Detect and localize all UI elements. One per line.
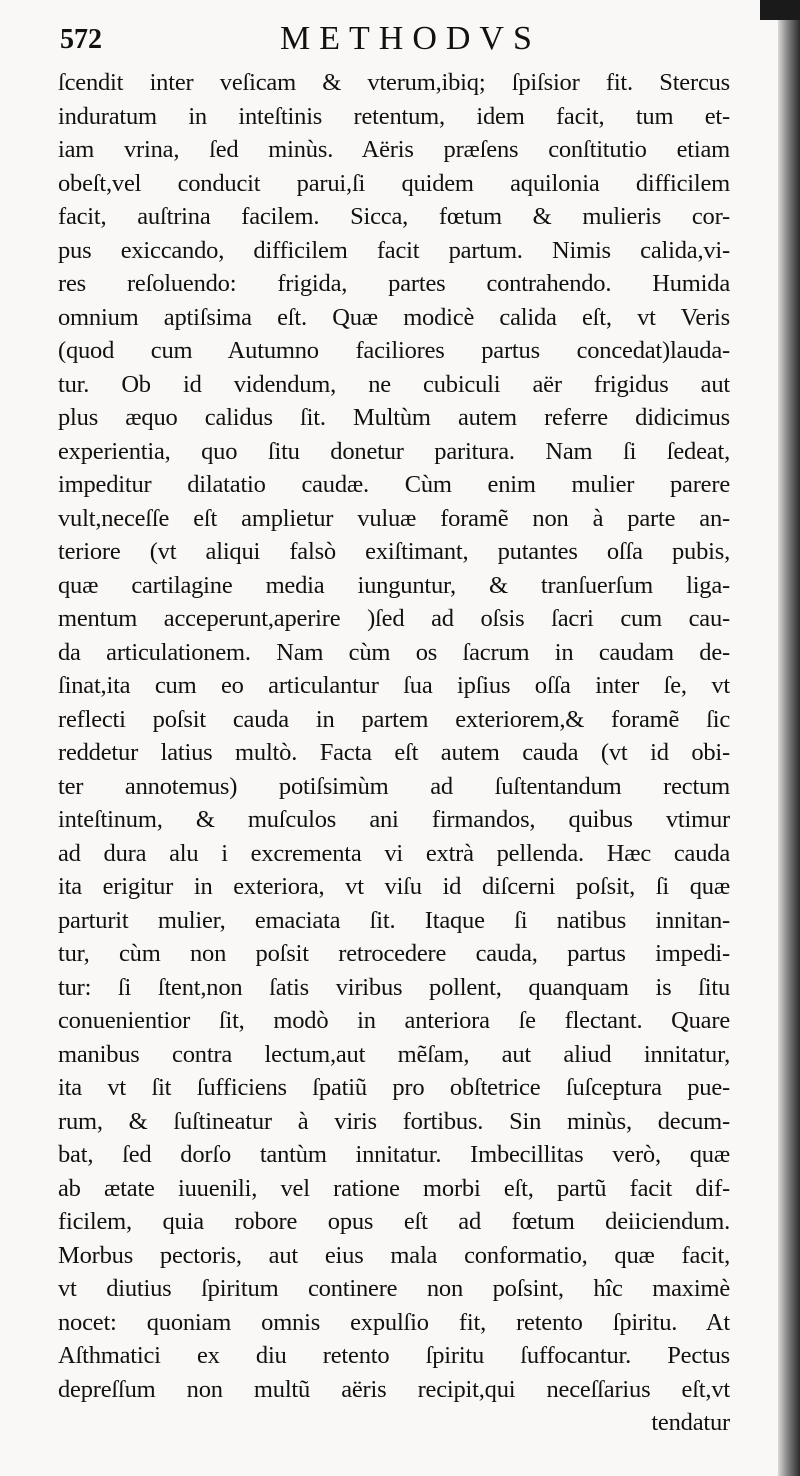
text-line: reddetur latius multò. Facta eſt autem cauda (vt id obi- (58, 739, 730, 766)
text-line: da articulationem. Nam cùm os ſacrum in caudam de- (58, 638, 730, 666)
text-line: omnium aptiſsima eſt. Quæ modicè calida eſt, vt Veris (58, 303, 730, 331)
text-line: (quod cum Autumno faciliores partus concedat)lauda- (58, 337, 730, 364)
text-line: plus æquo calidus ſit. Multùm autem referre didicimus (58, 404, 730, 431)
text-line: impeditur dilatatio caudæ. Cùm enim mulier parere (58, 471, 730, 498)
text-line: reflecti poſsit cauda in partem exteriorem,& foramẽ ſic (58, 705, 730, 733)
text-line: vt diutius ſpiritum continere non poſsint, hîc maximè (58, 1275, 730, 1302)
text-line: ita vt ſit ſufficiens ſpatiũ pro obſtetrice ſuſceptura pue- (58, 1074, 730, 1101)
catchword: tendatur (651, 1409, 730, 1436)
text-line: ficilem, quia robore opus eſt ad fœtum deiiciendum. (58, 1208, 730, 1235)
text-line: Morbus pectoris, aut eius mala conformatio, quæ facit, (58, 1241, 730, 1269)
text-line: inteſtinum, & muſculos ani firmandos, quibus vtimur (58, 806, 730, 833)
binding-shadow (760, 0, 800, 20)
text-line: parturit mulier, emaciata ſit. Itaque ſi natibus innitan- (58, 906, 730, 934)
text-line: facit, auſtrina facilem. Sicca, fœtum & mulieris cor- (58, 203, 730, 230)
text-line: bat, ſed dorſo tantùm innitatur. Imbecillitas verò, quæ (58, 1141, 730, 1168)
text-line: ad dura alu i excrementa vi extrà pellenda. Hæc cauda (58, 839, 730, 867)
text-line: vult,neceſſe eſt amplietur vuluæ foramẽ non à parte an- (58, 504, 730, 532)
text-line: res reſoluendo: frigida, partes contrahendo. Humida (58, 270, 730, 297)
text-line: quæ cartilagine media iunguntur, & tranſuerſum liga- (58, 571, 730, 599)
text-line: ſinat,ita cum eo articulantur ſua ipſius oſſa inter ſe, vt (58, 672, 730, 699)
text-line: depreſſum non multũ aëris recipit,qui neceſſarius eſt,vt (58, 1375, 730, 1403)
text-line: teriore (vt aliqui falsò exiſtimant, putantes oſſa pubis, (58, 538, 730, 565)
text-line: induratum in inteſtinis retentum, idem facit, tum et- (58, 102, 730, 130)
text-line: experientia, quo ſitu donetur paritura. Nam ſi ſedeat, (58, 437, 730, 465)
text-line: mentum acceperunt,aperire )ſed ad oſsis ſacri cum cau- (58, 605, 730, 632)
text-line: manibus contra lectum,aut mẽſam, aut aliud innitatur, (58, 1040, 730, 1068)
page-number: 572 (60, 24, 102, 55)
text-line: tur, cùm non poſsit retrocedere cauda, partus impedi- (58, 940, 730, 967)
text-line: conuenientior ſit, modò in anteriora ſe flectant. Quare (58, 1007, 730, 1034)
book-binding-edge (778, 0, 800, 1476)
text-line: rum, & ſuſtineatur à viris fortibus. Sin minùs, decum- (58, 1107, 730, 1135)
text-line: ita erigitur in exteriora, vt viſu id diſcerni poſsit, ſi quæ (58, 873, 730, 900)
text-line: pus exiccando, difficilem facit partum. Nimis calida,vi- (58, 236, 730, 264)
running-title: METHODVS (280, 20, 541, 57)
text-line: tur. Ob id videndum, ne cubiculi aër frigidus aut (58, 370, 730, 398)
text-line: ſcendit inter veſicam & vterum,ibiq; ſpiſsior fit. Stercus (58, 69, 730, 96)
text-line: Aſthmatici ex diu retento ſpiritu ſuffocantur. Pectus (58, 1342, 730, 1369)
text-line: tur: ſi ſtent,non ſatis viribus pollent, quanquam is ſitu (58, 973, 730, 1001)
text-line: iam vrina, ſed minùs. Aëris præſens conſtitutio etiam (58, 136, 730, 163)
text-line: nocet: quoniam omnis expulſio fit, retento ſpiritu. At (58, 1308, 730, 1336)
text-line: ter annotemus) potiſsimùm ad ſuſtentandum rectum (58, 772, 730, 800)
text-line: ab ætate iuuenili, vel ratione morbi eſt, partũ facit dif- (58, 1174, 730, 1202)
body-text (58, 66, 730, 1440)
text-line: obeſt,vel conducit parui,ſi quidem aquilonia difficilem (58, 169, 730, 197)
page-header (60, 20, 750, 62)
